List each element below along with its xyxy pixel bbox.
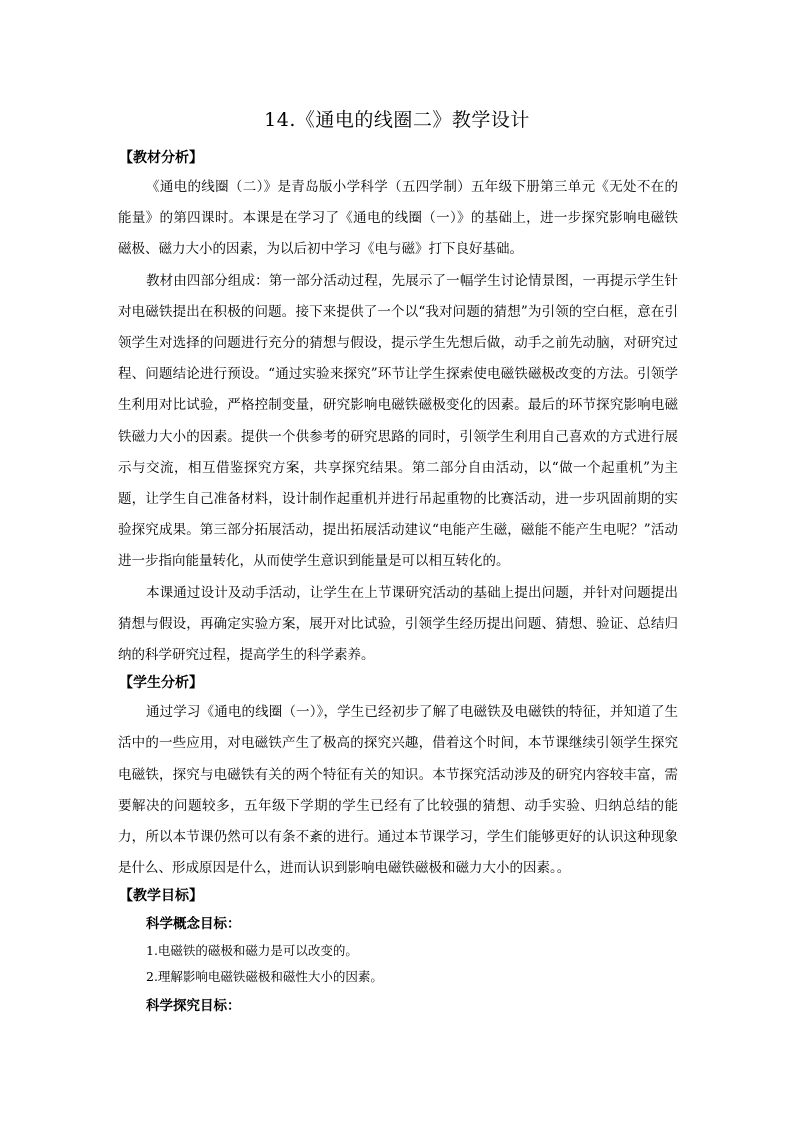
concept-goal-item-2: 2.理解影响电磁铁磁极和磁性大小的因素。	[146, 969, 383, 985]
concept-goal-label: 科学概念目标：	[146, 916, 241, 933]
material-paragraph-1: 《通电的线圈（二）》是青岛版小学科学（五四学制）五年级下册第三单元《无处不在的能量》的第四课时。本课是在学习了《通电的线圈（一）》的基础上，进一步探究影响电磁铁磁极、磁力大小的因素，为以后初中学习《电与磁》打下良好基础。	[118, 179, 678, 258]
section-heading-student: 【学生分析】	[119, 675, 203, 692]
concept-goal-item-1: 1.电磁铁的磁极和磁力是可以改变的。	[146, 943, 358, 959]
section-heading-material: 【教材分析】	[119, 150, 203, 166]
material-paragraph-3: 本课通过设计及动手活动，让学生在上节课研究活动的基础上提出问题，并针对问题提出猜想与假设，再确定实验方案，展开对比试验，引领学生经历提出问题、猜想、验证、总结归纳的科学研究过程，提高学生的科学素养。	[118, 584, 678, 664]
inquiry-goal-label: 科学探究目标：	[146, 998, 241, 1015]
material-paragraph-2: 教材由四部分组成：第一部分活动过程，先展示了一幅学生讨论情景图，一再提示学生针对电磁铁提出在积极的问题。接下来提供了一个以“我对问题的猜想”为引领的空白框，意在引领学生对选择的问题进行充分的猜想与假设，提示学生先想后做，动手之前先动脑，对研究过程、问题结论进行预设。“通过实验来探究”环节让学生探索使电磁铁磁极改变的方法。引领学生利用对比试验，严格控制变量，研究影响电磁铁磁极变化的因素。最后的环节探究影响电磁铁磁力大小的因素。提供一个供参考的研究思路的同时，引领学生利用自己喜欢的方式进行展示与交流，相互借鉴探究方案，共享探究结果。第二部分自由活动，以“做一个起重机”为主题，让学生自己准备材料，设计制作起重机并进行吊起重物的比赛活动，进一步巩固前期的实验探究成果。第三部分拓展活动，提出拓展活动建议“电能产生磁，磁能不能产生电呢？”活动进一步指向能量转化，从而使学生意识到能量是可以相互转化的。	[118, 272, 678, 570]
document-body	[118, 146, 678, 1020]
student-paragraph-1: 通过学习《通电的线圈（一）》，学生已经初步了解了电磁铁及电磁铁的特征，并知道了生活中的一些应用，对电磁铁产生了极高的探究兴趣，借着这个时间，本节课继续引领学生探究电磁铁，探究与电磁铁有关的两个特征有关的知识。本节探究活动涉及的研究内容较丰富，需要解决的问题较多，五年级下学期的学生已经有了比较强的猜想、动手实验、归纳总结的能力，所以本节课仍然可以有条不紊的进行。通过本节课学习，学生们能够更好的认识这种现象是什么、形成原因是什么，进而认识到影响电磁铁磁极和磁力大小的因素。。	[118, 704, 678, 877]
document-title: 14.《通电的线圈二》教学设计	[264, 109, 530, 131]
section-heading-goals: 【教学目标】	[119, 888, 203, 905]
